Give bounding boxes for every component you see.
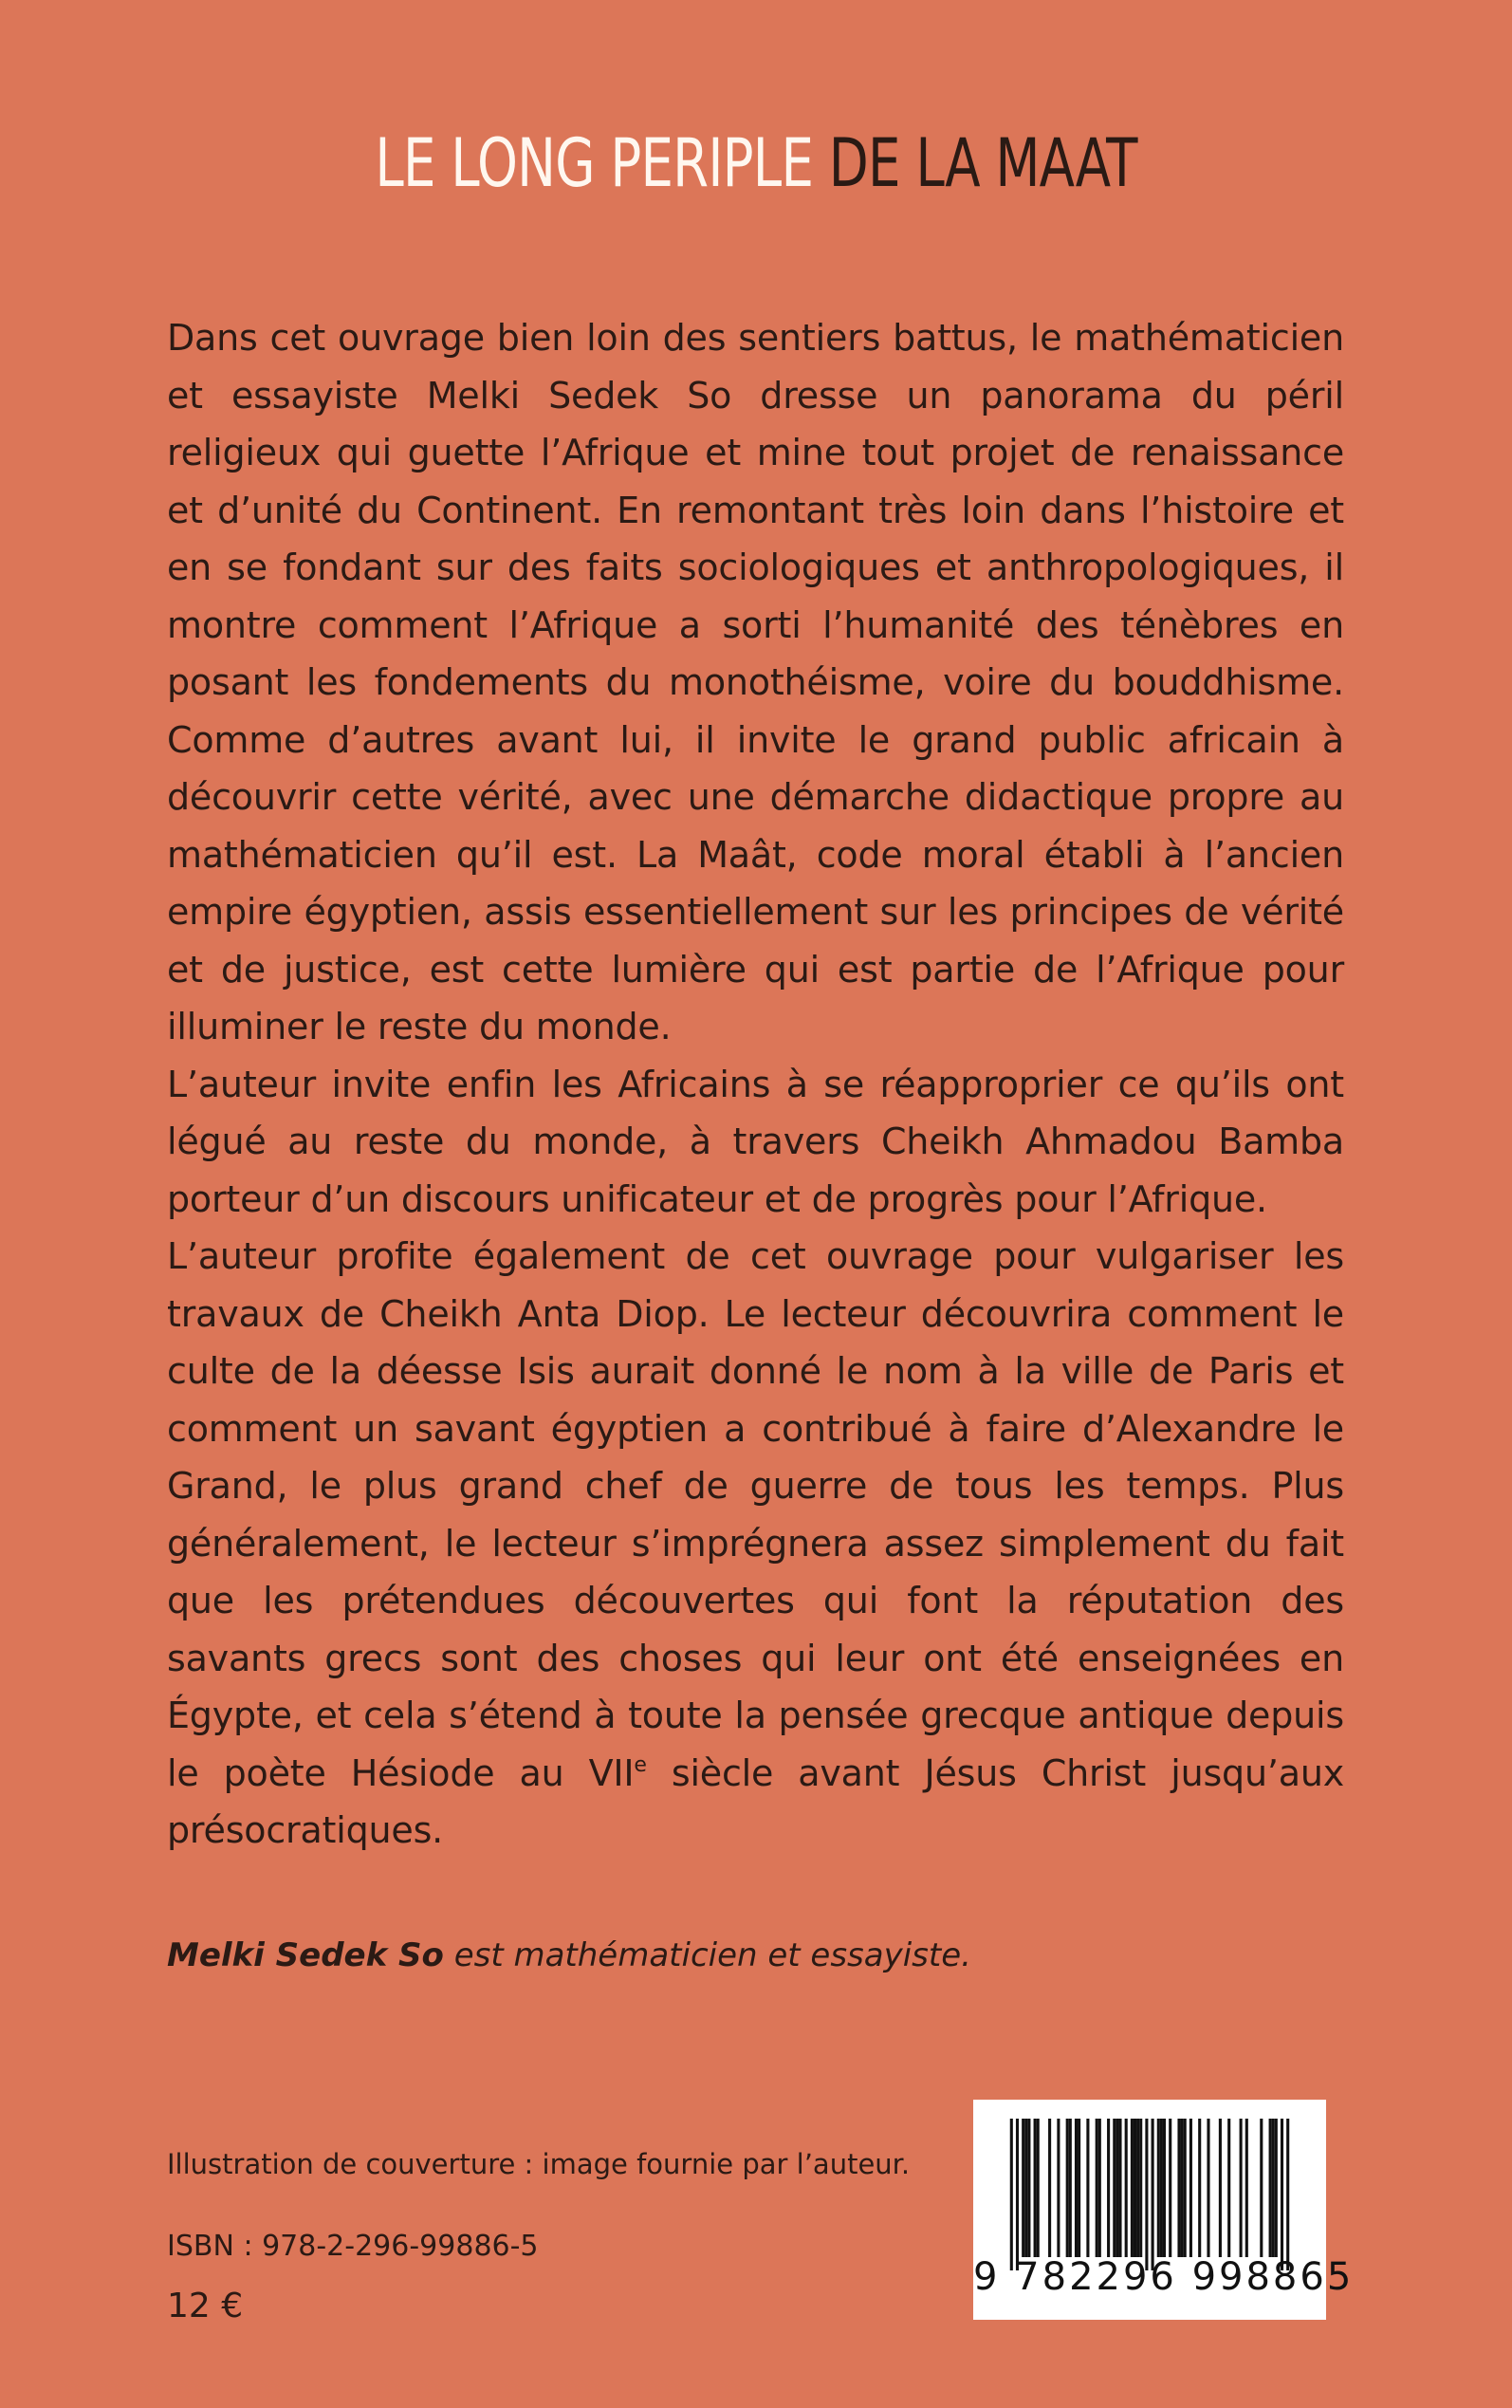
barcode-bar: [1139, 2119, 1142, 2257]
barcode-bar: [1136, 2119, 1139, 2257]
isbn: ISBN : 978-2-296-99886-5: [167, 2230, 539, 2263]
barcode-bar: [1125, 2119, 1128, 2257]
barcode-bar: [1227, 2119, 1230, 2257]
title-part-light: LE LONG PERIPLE: [375, 124, 814, 202]
barcode-bar: [1048, 2119, 1051, 2257]
barcode-bar: [1066, 2119, 1069, 2257]
barcode-bar: [1016, 2119, 1019, 2270]
barcode-bar: [1098, 2119, 1101, 2257]
barcode-bar: [1272, 2119, 1275, 2257]
barcode-bar: [1281, 2119, 1283, 2270]
barcode-bar: [1010, 2119, 1013, 2270]
author-name: Melki Sedek So: [167, 1936, 444, 1974]
barcode-bar: [1118, 2119, 1121, 2257]
synopsis-paragraph-3-end: siècle avant Jésus Christ jusqu’aux présocratiques.: [167, 1751, 1344, 1851]
author-bio: [167, 1936, 971, 1974]
barcode-bar: [1269, 2119, 1272, 2257]
barcode-bar: [1027, 2119, 1030, 2257]
book-title: [166, 116, 1345, 211]
barcode-bar: [1034, 2119, 1037, 2257]
barcode-bar: [1260, 2119, 1263, 2257]
barcode-bar: [1189, 2119, 1192, 2257]
synopsis-paragraph-3: [167, 1228, 1344, 1860]
barcode-bar: [1069, 2119, 1072, 2257]
barcode-bar: [1207, 2119, 1209, 2257]
century-superscript: e: [634, 1752, 647, 1777]
barcode-bar: [1181, 2119, 1184, 2257]
barcode-bar: [1198, 2119, 1201, 2257]
barcode-bar: [1157, 2119, 1160, 2257]
barcode-bar: [1275, 2119, 1278, 2257]
barcode-bar: [1184, 2119, 1187, 2257]
barcode: [973, 2100, 1355, 2320]
barcode-bar: [1116, 2119, 1118, 2257]
synopsis-paragraph-2: L’auteur invite enfin les Africains à se réapproprier ce qu’ils ont légué au reste du monde, à travers Cheikh Ahmadou Bamba porteur d’un discours unificateur et de progrès pour l’Afrique.: [167, 1063, 1344, 1220]
author-description: est mathématicien et essayiste.: [443, 1936, 971, 1974]
barcode-bar: [1075, 2119, 1078, 2257]
cover-illustration-credit: Illustration de couverture : image fournie par l’auteur.: [167, 2148, 911, 2180]
barcode-bar: [1134, 2119, 1136, 2257]
barcode-bar: [1107, 2119, 1110, 2257]
barcode-bar: [1022, 2119, 1024, 2257]
barcode-bar: [1131, 2119, 1134, 2257]
barcode-bar: [1145, 2119, 1148, 2270]
barcode-bar: [1078, 2119, 1080, 2257]
barcode-bar: [1286, 2119, 1289, 2270]
synopsis-paragraph-1: Dans cet ouvrage bien loin des sentiers battus, le mathématicien et essayiste Melki Sedek So dresse un panorama du péril religieux qui guette l’Afrique et mine tout projet de renaissance et d’unité du Continent. En remontant très loin dans l’histoire et en se fondant sur des faits sociologiques et anthropologiques, il montre comment l’Afrique a sorti l’humanité des ténèbres en posant les fondements du monothéisme, voire du bouddhisme. Comme d’autres avant lui, il invite le grand public africain à découvrir cette vérité, avec une démarche didactique propre au mathématicien qu’il est. La Maât, code moral établi à l’ancien empire égyptien, assis essentiellement sur les principes de vérité et de justice, est cette lumière qui est partie de l’Afrique pour illuminer le reste du monde.: [167, 317, 1344, 1047]
barcode-bar: [1024, 2119, 1027, 2257]
price: 12 €: [167, 2287, 244, 2325]
barcode-bar: [1160, 2119, 1163, 2257]
barcode-bar: [1177, 2119, 1180, 2257]
barcode-bar: [1169, 2119, 1171, 2257]
synopsis-paragraph-3-text: L’auteur profite également de cet ouvrage pour vulgariser les travaux de Cheikh Anta Diop. Le lecteur découvrira comment le culte de la déesse Isis aurait donné le nom à la ville de Paris et comment un savant égyptien a contribué à faire d’Alexandre le Grand, le plus grand chef de guerre de tous les temps. Plus généralement, le lecteur s’imprégnera assez simplement du fait que les prétendues découvertes qui font la réputation des savants grecs sont des choses qui leur ont été enseignées en Égypte, et cela s’étend à toute la pensée grecque antique depuis le poète Hésiode au VII: [167, 1235, 1344, 1794]
barcode-digits: 9 782296 998865: [973, 2255, 1355, 2299]
barcode-bar: [1245, 2119, 1248, 2257]
barcode-bar: [1096, 2119, 1098, 2257]
title-part-dark: DE LA MAAT: [828, 124, 1137, 202]
barcode-bar: [1240, 2119, 1243, 2257]
barcode-bar: [1086, 2119, 1089, 2257]
barcode-bar: [1152, 2119, 1154, 2270]
barcode-bar: [1113, 2119, 1116, 2257]
barcode-bar: [1037, 2119, 1040, 2257]
barcode-bar: [1219, 2119, 1222, 2257]
barcode-bar: [1057, 2119, 1060, 2257]
synopsis: [167, 309, 1344, 1860]
barcode-bar: [1163, 2119, 1166, 2257]
